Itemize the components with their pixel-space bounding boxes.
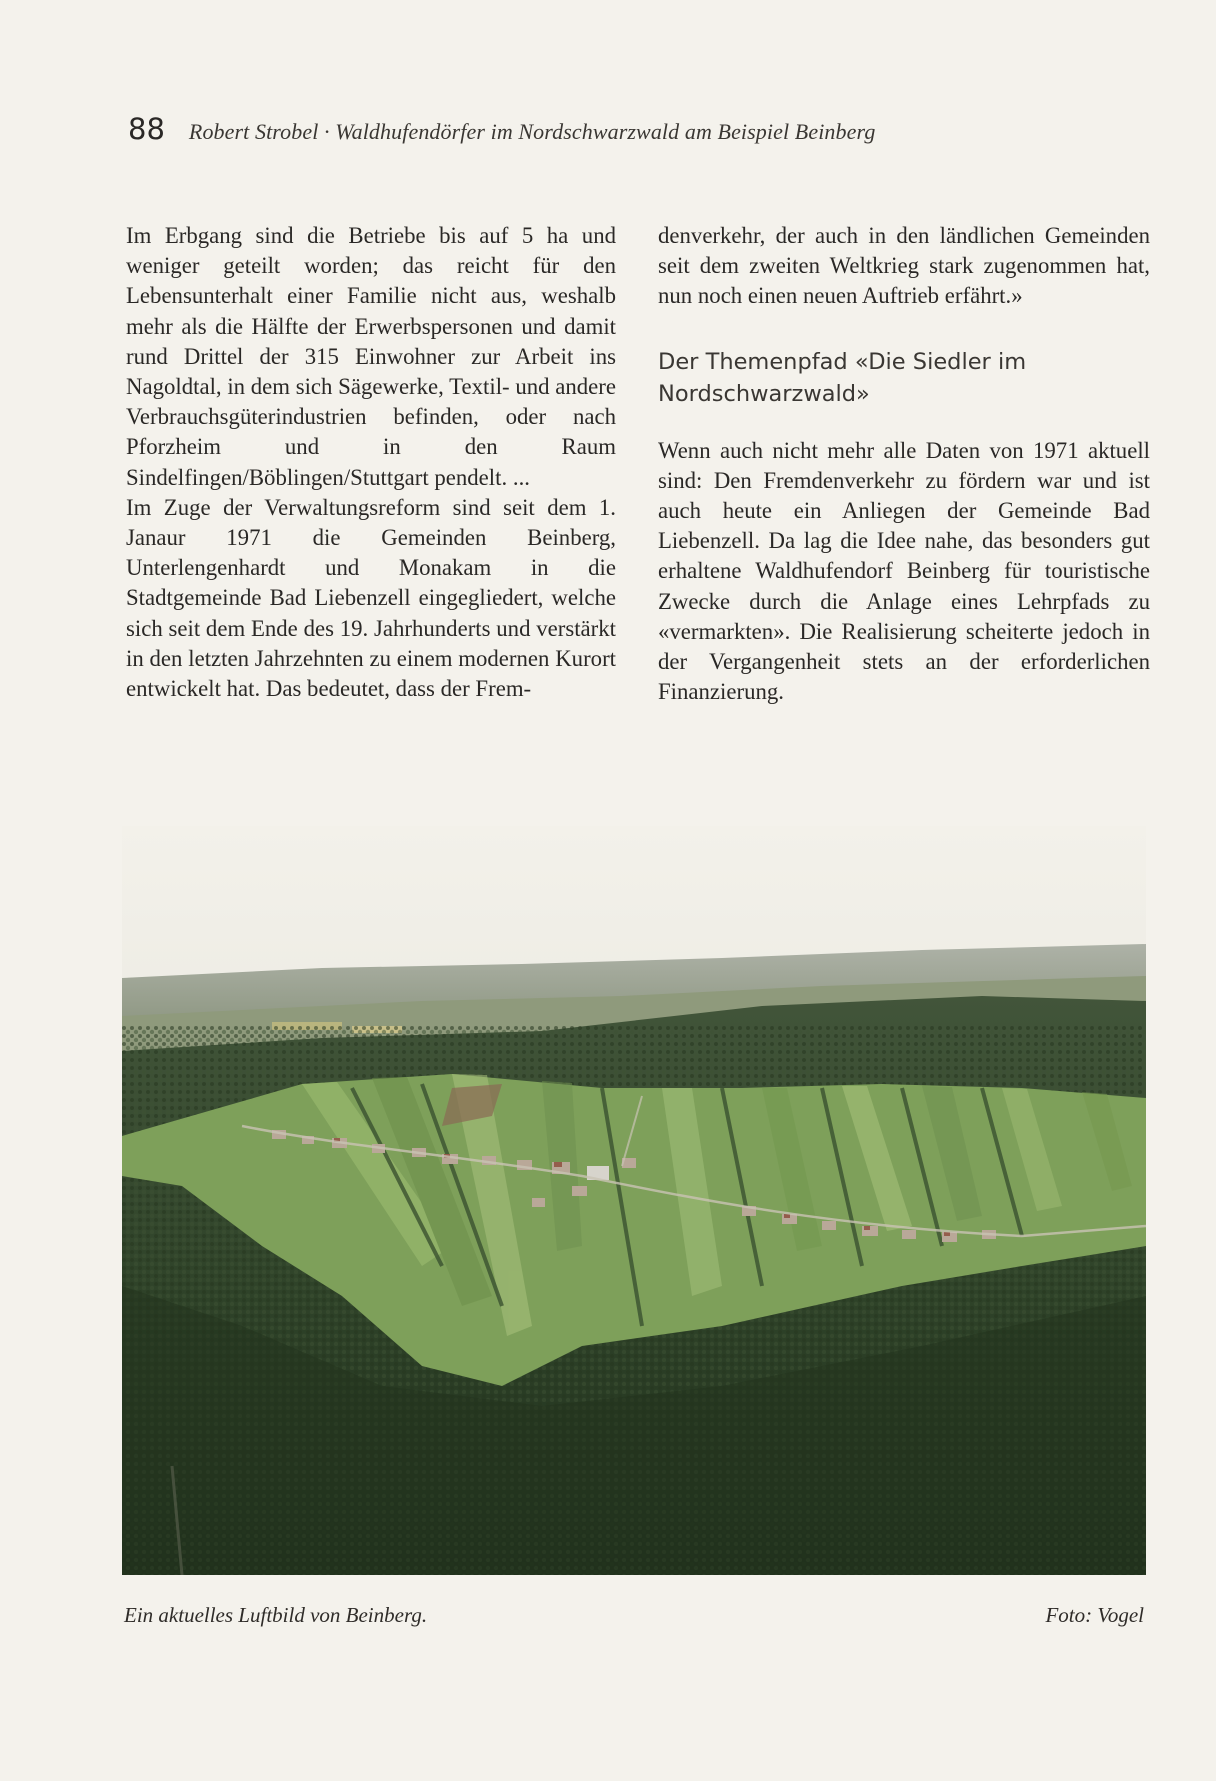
section-subheading: Der Themenpfad «Die Siedler im Nordschwarzwald»	[658, 348, 1027, 407]
body-paragraph: Im Erbgang sind die Betriebe bis auf 5 ha und weniger geteilt worden; das reicht für den Lebensunterhalt einer Familie nicht aus, weshalb mehr als die Hälfte der Erwerbspersonen und damit rund Drittel der 315 Einwohner zur Arbeit ins Nagoldtal, in dem sich Sägewerke, Textil- und andere Verbrauchsgüterindustrien befinden, oder nach Pforzheim und in den Raum Sindelfingen/Böblingen/Stuttgart pendelt. ...	[126, 223, 616, 490]
right-column	[658, 221, 1150, 707]
photo-credit: Foto: Vogel	[1045, 1603, 1144, 1627]
left-column	[126, 221, 616, 704]
body-paragraph: denverkehr, der auch in den ländlichen Gemeinden seit dem zweiten Weltkrieg stark zugenommen hat, nun noch einen neuen Auftrieb erfährt.»	[658, 223, 1150, 309]
aerial-photo	[122, 826, 1146, 1575]
body-paragraph: Wenn auch nicht mehr alle Daten von 1971 aktuell sind: Den Fremdenverkehr zu fördern war und ist auch heute ein Anliegen der Gemeinde Bad Liebenzell. Da lag die Idee nahe, das besonders gut erhaltene Waldhufendorf Beinberg für touristische Zwecke durch die Anlage eines Lehrpfads zu «vermarkten». Die Realisierung scheiterte jedoch in der Vergangenheit stets an der erforderlichen Finanzierung.	[658, 437, 1150, 705]
body-paragraph: Im Zuge der Verwaltungsreform sind seit dem 1. Janaur 1971 die Gemeinden Beinberg, Unterlengenhardt und Monakam in die Stadtgemeinde Bad Liebenzell eingegliedert, welche sich seit dem Ende des 19. Jahrhunderts und verstärkt in den letzten Jahrzehnten zu einem modernen Kurort entwickelt hat. Das bedeutet, dass der Frem-	[126, 494, 616, 702]
running-header	[128, 112, 1128, 152]
page-number: 88	[128, 112, 165, 146]
running-head: Robert Strobel · Waldhufendörfer im Nordschwarzwald am Beispiel Beinberg	[188, 119, 876, 144]
figure-caption: Ein aktuelles Luftbild von Beinberg.	[124, 1603, 428, 1627]
